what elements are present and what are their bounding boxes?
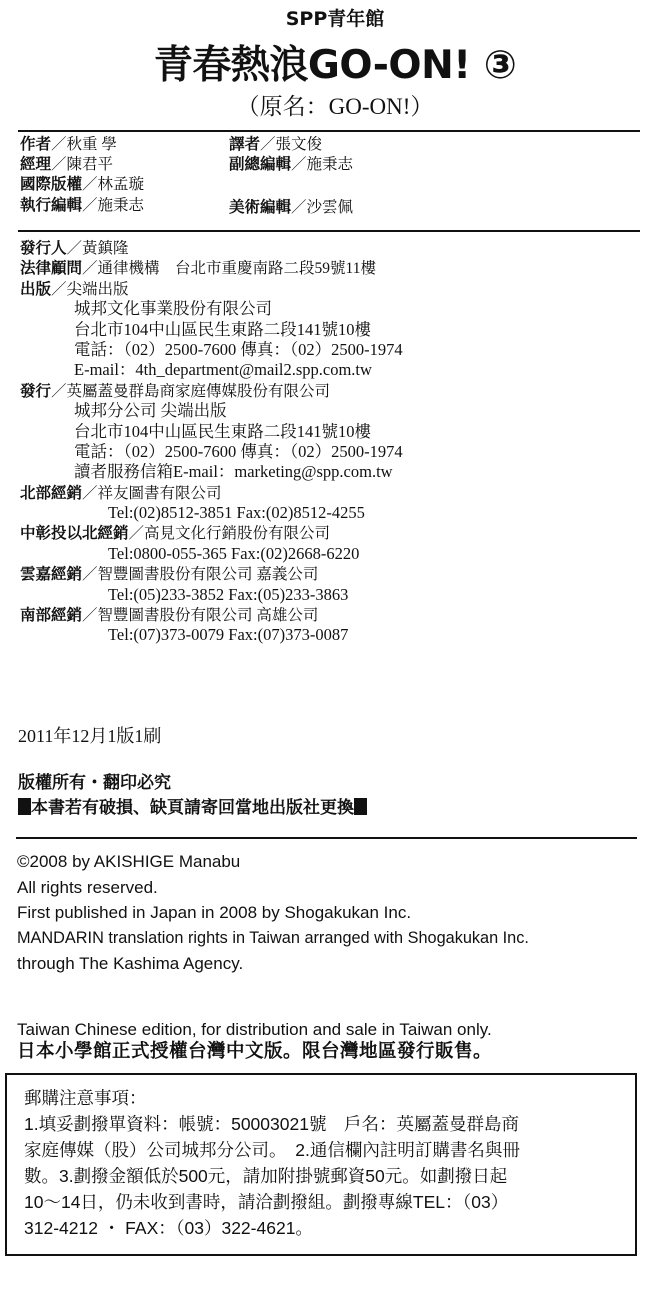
credit-role: 執行編輯 [20, 196, 83, 214]
mail-order-line: 數。3.劃撥金額低於500元，請加附掛號郵資50元。如劃撥日起 [24, 1166, 508, 1186]
copyright-line: MANDARIN translation rights in Taiwan arranged with Shogakukan Inc. [17, 928, 529, 947]
mail-order-line: 312-4212 ・ FAX：（03）322-4621。 [24, 1218, 313, 1238]
credit-role: 經理 [20, 155, 52, 173]
black-square-icon [18, 798, 31, 815]
distributor-contact: Tel:0800-055-365 Fax:(02)2668-6220 [108, 543, 360, 563]
credit-name: 林孟璇 [97, 176, 145, 193]
press-email: E-mail：4th_department@mail2.spp.com.tw [74, 360, 372, 380]
divider-top [18, 130, 640, 132]
distribution-notice [17, 1019, 492, 1063]
credit-name: 陳君平 [66, 156, 114, 173]
divider-rights [16, 837, 637, 839]
distribution-email: 讀者服務信箱E-mail：marketing@spp.com.tw [74, 462, 393, 482]
distributor-row: 中彰投以北經銷／高見文化行銷股份有限公司 [20, 524, 331, 543]
mail-order-line: 家庭傳媒（股）公司城邦分公司。 2.通信欄內註明訂購書名與冊 [24, 1140, 520, 1160]
credit-deputy-chief-editor: 副總編輯／施秉志 [229, 155, 354, 173]
distributor-contact: Tel:(07)373-0079 Fax:(07)373-0087 [108, 625, 349, 645]
credit-executive-editor: 執行編輯／施秉志 [20, 196, 145, 214]
copyright-line: First published in Japan in 2008 by Shogakukan Inc. [17, 903, 412, 923]
credit-author: 作者／秋重 學 [20, 135, 117, 153]
credit-name: 施秉志 [306, 156, 354, 173]
distribution-line: 電話：（02）2500-7600 傳真：（02）2500-1974 [74, 441, 403, 461]
original-title: （原名：GO-ON!） [236, 94, 434, 119]
credit-role: 作者 [20, 135, 52, 153]
rights-reserved: 版權所有・翻印必究 [18, 773, 171, 793]
credit-name: 秋重 學 [66, 136, 117, 153]
copyright-line: through The Kashima Agency. [17, 954, 244, 974]
mail-order-line: 1.填妥劃撥單資料：帳號：50003021號 戶名：英屬蓋曼群島商 [24, 1114, 519, 1134]
distributor-contact: Tel:(05)233-3852 Fax:(05)233-3863 [108, 584, 349, 604]
book-title: 青春熱浪GO-ON! ③ [153, 43, 517, 88]
publisher-row: 發行人／黃鎮隆 [20, 239, 129, 257]
credit-name: 沙雲佩 [306, 199, 354, 216]
copyright-line: All rights reserved. [17, 877, 158, 897]
divider-credits [18, 230, 640, 232]
distributor-row: 雲嘉經銷／智豐圖書股份有限公司 嘉義公司 [20, 565, 319, 584]
distribution-notice-english: Taiwan Chinese edition, for distribution and sale in Taiwan only. [17, 1020, 492, 1039]
distributor-row: 南部經銷／智豐圖書股份有限公司 高雄公司 [20, 606, 319, 625]
mail-order-heading: 郵購注意事項： [24, 1088, 147, 1108]
distribution-line: 台北市104中山區民生東路二段141號10樓 [74, 421, 371, 441]
distribution-row: 發行／英屬蓋曼群島商家庭傳媒股份有限公司 [20, 381, 331, 400]
press-line: 台北市104中山區民生東路二段141號10樓 [74, 319, 371, 339]
copyright-line: ©2008 by AKISHIGE Manabu [17, 852, 241, 871]
credit-role: 譯者 [229, 135, 261, 153]
credit-manager: 經理／陳君平 [20, 155, 114, 173]
credit-role: 副總編輯 [229, 155, 292, 173]
edition-info: 2011年12月1版1刷 [18, 726, 162, 746]
credit-intl-rights: 國際版權／林孟璇 [20, 175, 145, 193]
series-label: SPP青年館 [285, 8, 385, 30]
copyright-block [17, 849, 529, 977]
credit-art-editor: 美術編輯／沙雲佩 [229, 198, 354, 216]
distribution-notice-chinese: 日本小學館正式授權台灣中文版。限台灣地區發行販售。 [17, 1041, 493, 1062]
rights-notice [18, 771, 367, 821]
replacement-notice: 本書若有破損、缺頁請寄回當地出版社更換 [18, 796, 367, 821]
publishing-info [20, 238, 660, 646]
credit-name: 施秉志 [97, 197, 145, 214]
distributor-contact: Tel:(02)8512-3851 Fax:(02)8512-4255 [108, 503, 365, 523]
press-line: 城邦文化事業股份有限公司 [74, 299, 272, 319]
black-square-icon [354, 798, 367, 815]
credit-role: 國際版權 [20, 175, 83, 193]
distribution-line: 城邦分公司 尖端出版 [74, 401, 227, 421]
credit-translator: 譯者／張文俊 [229, 135, 323, 153]
mail-order-line: 10～14日，仍未收到書時，請洽劃撥組。劃撥專線TEL：（03） [24, 1192, 509, 1212]
credit-name: 張文俊 [275, 136, 323, 153]
press-row: 出版／尖端出版 [20, 279, 129, 298]
credit-role: 美術編輯 [229, 198, 292, 216]
legal-row: 法律顧問／通律機構 台北市重慶南路二段59號11樓 [20, 259, 376, 278]
distributor-row: 北部經銷／祥友圖書有限公司 [20, 483, 222, 502]
press-line: 電話：（02）2500-7600 傳真：（02）2500-1974 [74, 339, 403, 359]
mail-order-notice-box [5, 1073, 637, 1256]
